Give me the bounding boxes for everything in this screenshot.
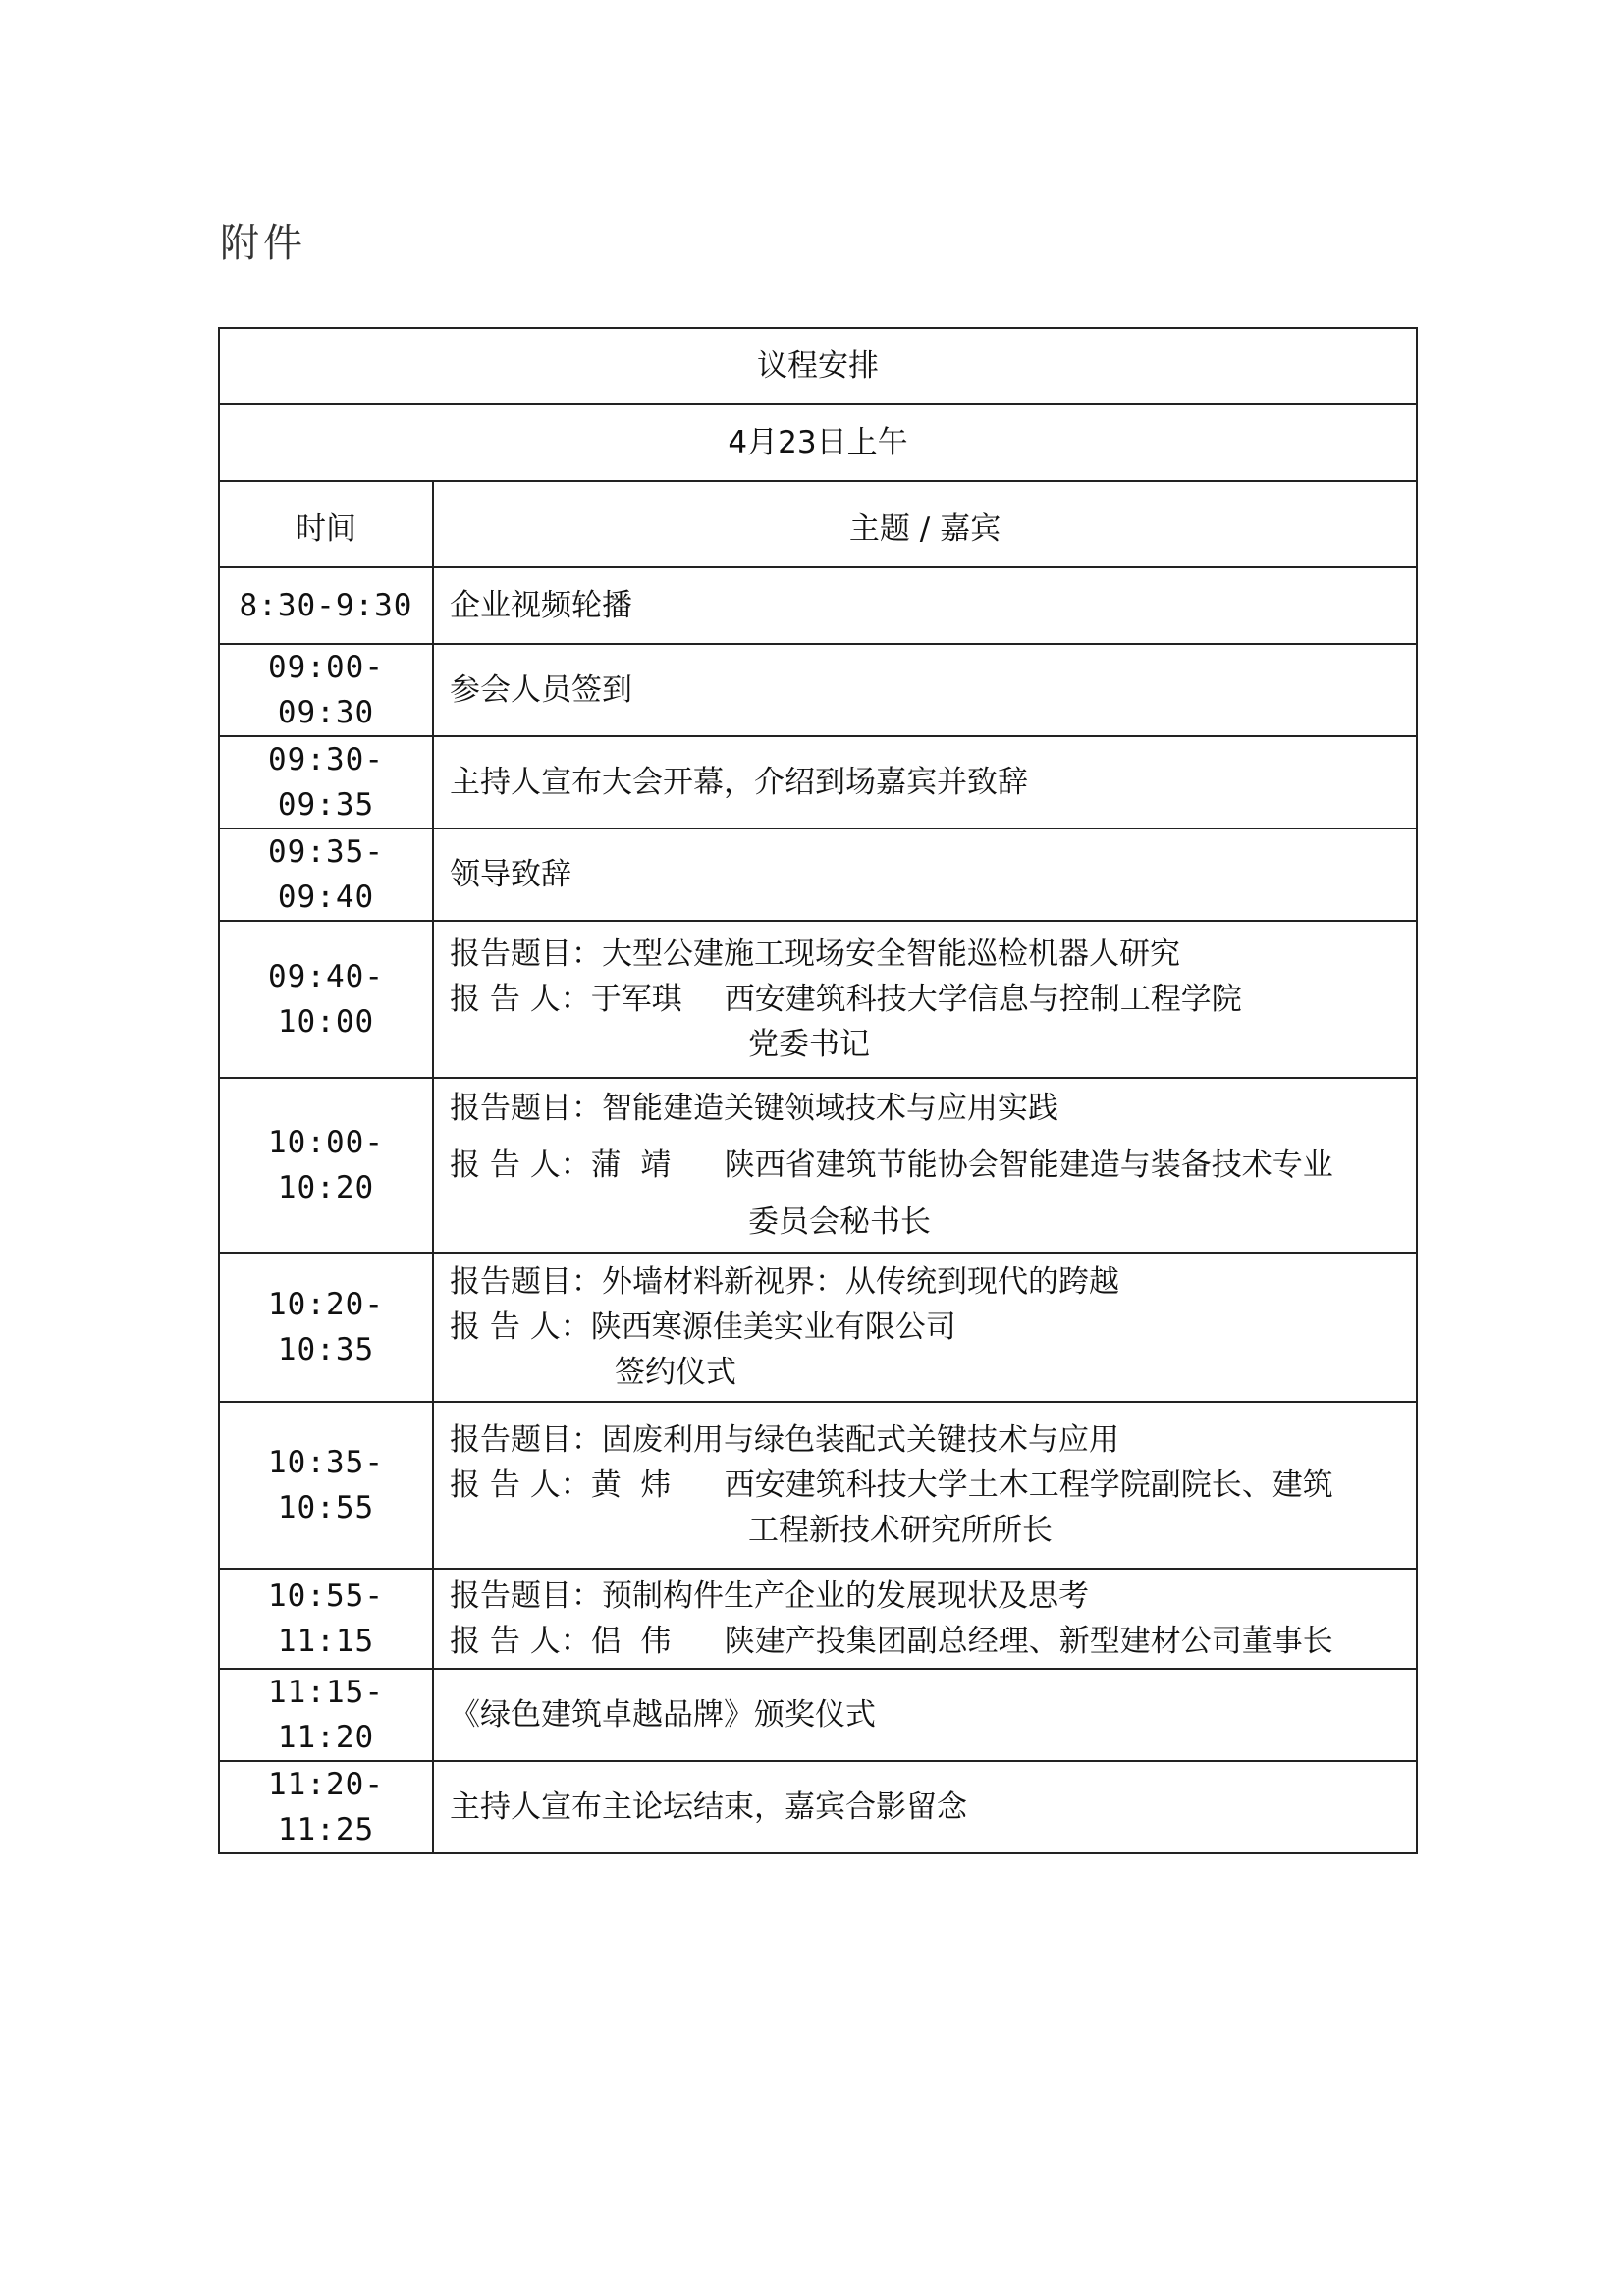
row-time: 09:30-09:35 bbox=[219, 736, 433, 828]
row-time: 10:35-10:55 bbox=[219, 1402, 433, 1569]
row-time: 09:00-09:30 bbox=[219, 644, 433, 736]
table-row bbox=[219, 828, 1417, 921]
table-header-row bbox=[219, 481, 1417, 567]
speaker-name: 陕西寒源佳美实业有限公司 bbox=[590, 1309, 956, 1345]
row-report bbox=[433, 1569, 1417, 1669]
table-date-row bbox=[219, 404, 1417, 481]
header-time: 时间 bbox=[219, 481, 433, 567]
topic-label: 报告题目： bbox=[450, 1422, 602, 1458]
table-row bbox=[219, 736, 1417, 828]
speaker-label: 报 告 人： bbox=[450, 1624, 591, 1659]
speaker-affiliation-cont: 工程新技术研究所所长 bbox=[748, 1513, 1053, 1548]
table-row bbox=[219, 1078, 1417, 1253]
speaker-affiliation: 西安建筑科技大学信息与控制工程学院 bbox=[724, 982, 1242, 1017]
row-time: 11:20-11:25 bbox=[219, 1761, 433, 1853]
speaker-name: 蒲 靖 bbox=[590, 1148, 672, 1183]
report-topic: 外墙材料新视界：从传统到现代的跨越 bbox=[602, 1264, 1119, 1300]
report-topic-line bbox=[450, 1574, 1408, 1619]
report-topic: 智能建造关键领域技术与应用实践 bbox=[602, 1091, 1058, 1126]
table-row bbox=[219, 1253, 1417, 1402]
speaker-affiliation-cont: 党委书记 bbox=[748, 1027, 870, 1062]
table-row bbox=[219, 1669, 1417, 1761]
speaker-label: 报 告 人： bbox=[450, 1148, 591, 1183]
header-topic: 主题 / 嘉宾 bbox=[433, 481, 1417, 567]
report-topic: 固废利用与绿色装配式关键技术与应用 bbox=[602, 1422, 1119, 1458]
row-time: 10:55-11:15 bbox=[219, 1569, 433, 1669]
table-row bbox=[219, 1569, 1417, 1669]
report-speaker-line bbox=[450, 1619, 1408, 1664]
table-title: 议程安排 bbox=[219, 328, 1417, 404]
row-report bbox=[433, 1402, 1417, 1569]
row-text: 主持人宣布主论坛结束，嘉宾合影留念 bbox=[433, 1761, 1417, 1853]
row-text: 《绿色建筑卓越品牌》颁奖仪式 bbox=[433, 1669, 1417, 1761]
table-date: 4月23日上午 bbox=[219, 404, 1417, 481]
topic-label: 报告题目： bbox=[450, 1578, 602, 1614]
speaker-label: 报 告 人： bbox=[450, 1309, 591, 1345]
speaker-name: 于军琪 bbox=[590, 982, 682, 1017]
row-report bbox=[433, 1253, 1417, 1402]
speaker-name: 侣 伟 bbox=[590, 1624, 672, 1659]
report-topic-line bbox=[450, 1417, 1408, 1463]
speaker-label: 报 告 人： bbox=[450, 982, 591, 1017]
agenda-table bbox=[218, 327, 1418, 1854]
topic-label: 报告题目： bbox=[450, 1091, 602, 1126]
topic-label: 报告题目： bbox=[450, 936, 602, 972]
row-report bbox=[433, 921, 1417, 1078]
table-row bbox=[219, 1402, 1417, 1569]
row-time: 09:40-10:00 bbox=[219, 921, 433, 1078]
table-row bbox=[219, 644, 1417, 736]
report-speaker-line bbox=[450, 1463, 1408, 1508]
row-time: 11:15-11:20 bbox=[219, 1669, 433, 1761]
report-topic: 预制构件生产企业的发展现状及思考 bbox=[602, 1578, 1089, 1614]
speaker-affiliation: 西安建筑科技大学土木工程学院副院长、建筑 bbox=[724, 1468, 1333, 1503]
report-topic-line bbox=[450, 932, 1408, 977]
attachment-label: 附件 bbox=[220, 221, 306, 266]
table-title-row bbox=[219, 328, 1417, 404]
report-speaker-line bbox=[450, 1305, 1408, 1350]
row-text: 参会人员签到 bbox=[433, 644, 1417, 736]
row-text: 领导致辞 bbox=[433, 828, 1417, 921]
speaker-affiliation: 陕建产投集团副总经理、新型建材公司董事长 bbox=[724, 1624, 1333, 1659]
table-row bbox=[219, 567, 1417, 644]
speaker-label: 报 告 人： bbox=[450, 1468, 591, 1503]
row-time: 09:35-09:40 bbox=[219, 828, 433, 921]
row-time: 8:30-9:30 bbox=[219, 567, 433, 644]
row-report bbox=[433, 1078, 1417, 1253]
topic-label: 报告题目： bbox=[450, 1264, 602, 1300]
row-time: 10:00-10:20 bbox=[219, 1078, 433, 1253]
report-speaker-line bbox=[450, 977, 1408, 1022]
table-row bbox=[219, 1761, 1417, 1853]
report-topic-line bbox=[450, 1259, 1408, 1305]
row-time: 10:20-10:35 bbox=[219, 1253, 433, 1402]
speaker-affiliation-cont: 签约仪式 bbox=[615, 1355, 736, 1390]
report-topic-line bbox=[450, 1080, 1408, 1137]
report-topic: 大型公建施工现场安全智能巡检机器人研究 bbox=[602, 936, 1180, 972]
speaker-affiliation-cont: 委员会秘书长 bbox=[748, 1204, 931, 1240]
table-row bbox=[219, 921, 1417, 1078]
row-text: 主持人宣布大会开幕，介绍到场嘉宾并致辞 bbox=[433, 736, 1417, 828]
report-speaker-line bbox=[450, 1137, 1408, 1194]
row-text: 企业视频轮播 bbox=[433, 567, 1417, 644]
speaker-affiliation: 陕西省建筑节能协会智能建造与装备技术专业 bbox=[724, 1148, 1333, 1183]
speaker-name: 黄 炜 bbox=[590, 1468, 672, 1503]
